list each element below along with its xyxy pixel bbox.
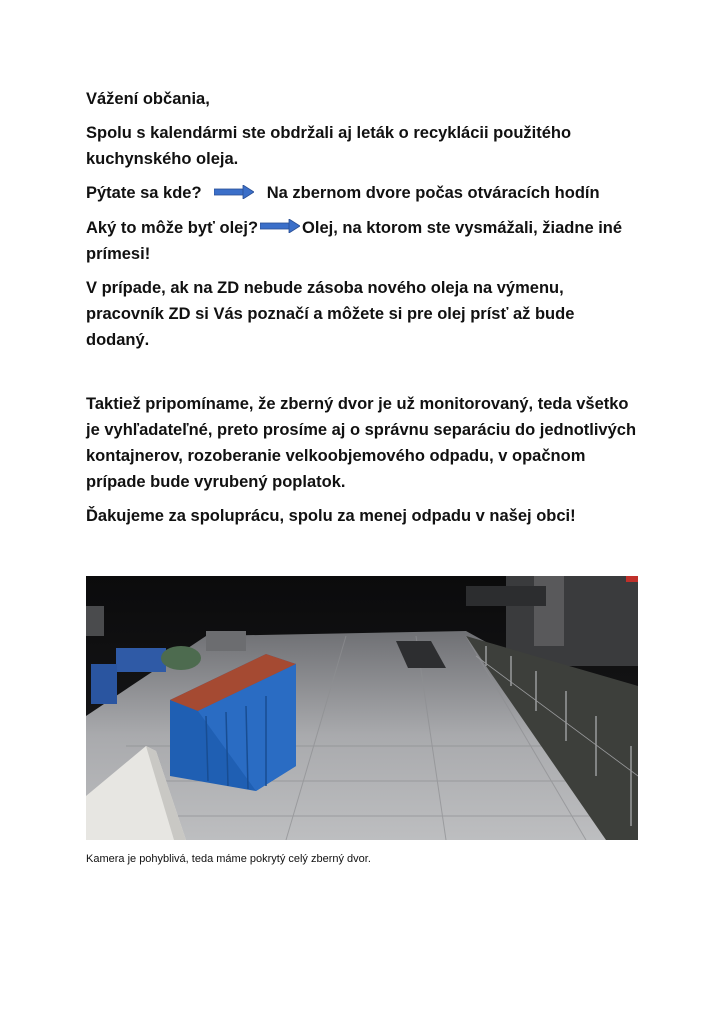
arrow-right-icon [260,215,300,241]
paragraph-monitoring: Taktiež pripomíname, že zberný dvor je už monitorovaný, teda všetko je vyhľadateľné, preto prosíme aj o správnu separáciu do jednotlivých kontajnerov, rozoberanie velkoobjemového odpadu, v opačnom prípade bude vyrubený poplatok. [86,395,637,492]
answer-where-text: Na zbernom dvore počas otváracích hodín [266,184,600,202]
photo-caption: Kamera je pohyblivá, teda máme pokrytý celý zberný dvor. [86,853,371,865]
question-what-oil [86,215,642,268]
question-where [86,180,642,207]
letter-body [86,86,642,537]
camera-photo [86,576,638,840]
greeting: Vážení občania, [86,90,210,108]
question-where-text: Pýtate sa kde? [86,184,202,202]
paragraph-stock: V prípade, ak na ZD nebude zásoba nového oleja na výmenu, pracovník ZD si Vás poznačí a môžete si pre olej prísť až bude dodaný. [86,279,575,350]
answer-what-oil-text: Olej, na ktorom ste vysmážali, žiadne iné prímesi! [86,218,623,264]
question-what-oil-text: Aký to môže byť olej? [86,218,259,237]
paragraph-intro: Spolu s kalendármi ste obdržali aj leták o recyklácii použitého kuchynského oleja. [86,124,572,168]
arrow-right-icon [214,181,254,207]
thanks-line: Ďakujeme za spoluprácu, spolu za menej odpadu v našej obci! [86,507,576,526]
